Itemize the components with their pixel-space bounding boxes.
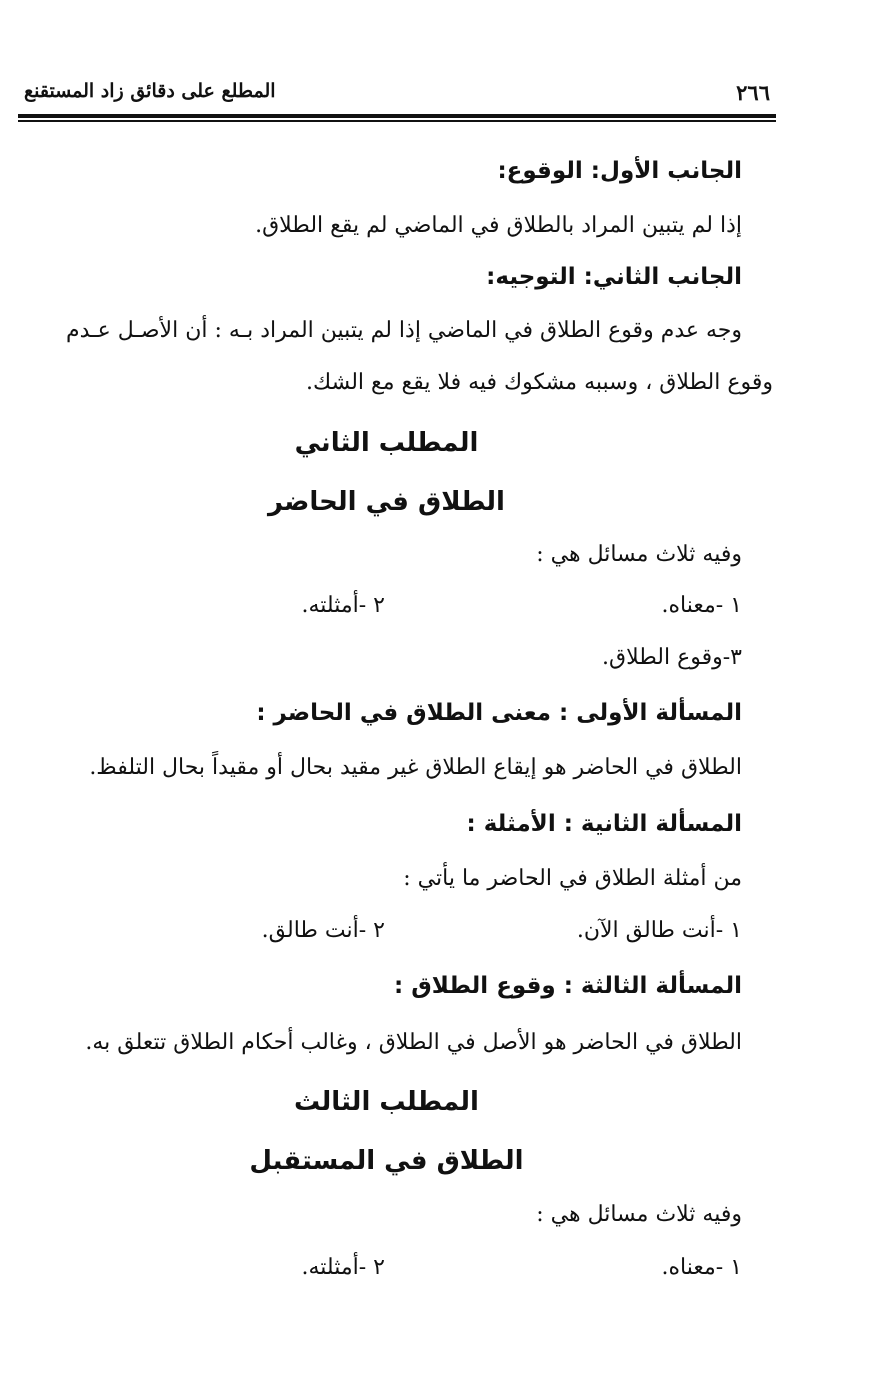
header-rule-thick	[18, 114, 776, 118]
matlab3-item-1: ١ -معناه.	[661, 1255, 742, 1280]
question2-example-2: ٢ -أنت طالق.	[261, 918, 385, 943]
side1-text: إذا لم يتبين المراد بالطلاق في الماضي لم يقع الطلاق.	[255, 213, 742, 238]
question2-example-1: ١ -أنت طالق الآن.	[576, 918, 742, 943]
side2-text-line2: وقوع الطلاق ، وسببه مشكوك فيه فلا يقع مع الشك.	[306, 370, 773, 395]
section-title-matlab2: المطلب الثاني	[294, 428, 479, 458]
matlab3-intro: وفيه ثلاث مسائل هي :	[536, 1202, 742, 1227]
question2-heading: المسألة الثانية : الأمثلة :	[466, 811, 742, 837]
matlab3-item-2: ٢ -أمثلته.	[301, 1255, 385, 1280]
question1-text: الطلاق في الحاضر هو إيقاع الطلاق غير مقيد بحال أو مقيداً بحال التلفظ.	[89, 755, 742, 780]
matlab2-intro: وفيه ثلاث مسائل هي :	[536, 542, 742, 567]
page-header	[18, 80, 778, 106]
matlab2-item-3: ٣-وقوع الطلاق.	[602, 645, 742, 670]
side1-heading: الجانب الأول: الوقوع:	[497, 158, 742, 184]
section-subtitle-matlab2: الطلاق في الحاضر	[268, 487, 505, 517]
section-title-matlab3: المطلب الثالث	[294, 1087, 479, 1117]
side2-heading: الجانب الثاني: التوجيه:	[486, 264, 742, 290]
page-number: ٢٦٦	[736, 80, 770, 105]
header-rule-thin	[18, 120, 776, 122]
question3-text: الطلاق في الحاضر هو الأصل في الطلاق ، وغالب أحكام الطلاق تتعلق به.	[85, 1030, 742, 1055]
question1-heading: المسألة الأولى : معنى الطلاق في الحاضر :	[256, 700, 742, 726]
section-subtitle-matlab3: الطلاق في المستقبل	[249, 1146, 524, 1176]
question2-intro: من أمثلة الطلاق في الحاضر ما يأتي :	[403, 866, 742, 891]
matlab2-item-1: ١ -معناه.	[661, 593, 742, 618]
running-title: المطلع على دقائق زاد المستقنع	[24, 80, 276, 102]
side2-text-line1: وجه عدم وقوع الطلاق في الماضي إذا لم يتبين المراد بـه : أن الأصـل عـدم	[66, 318, 742, 343]
matlab2-item-2: ٢ -أمثلته.	[301, 593, 385, 618]
question3-heading: المسألة الثالثة : وقوع الطلاق :	[394, 973, 742, 999]
